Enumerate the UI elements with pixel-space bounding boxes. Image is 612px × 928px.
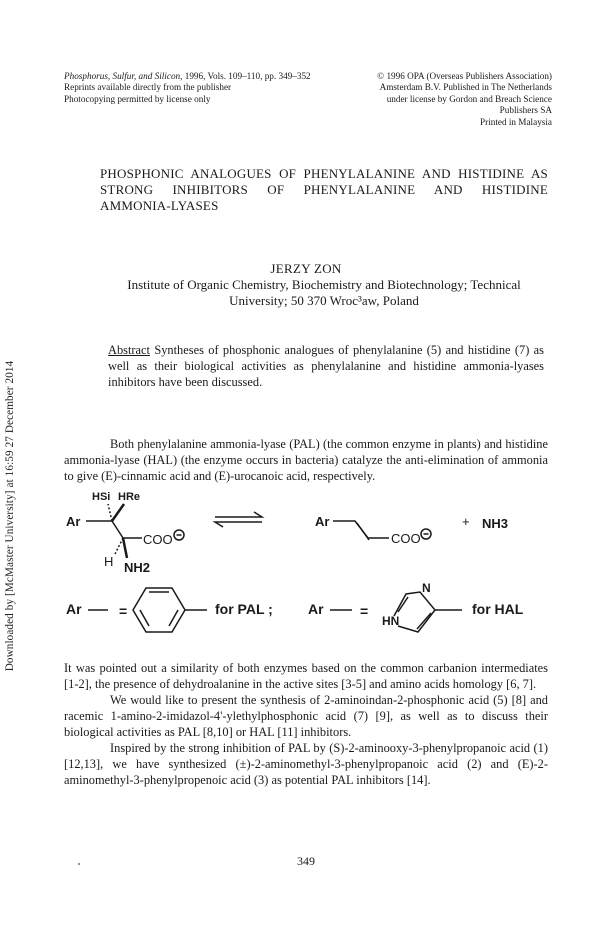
product-carboxylate-label: COO: [391, 531, 421, 546]
journal-name: Phosphorus, Sulfur, and Silicon,: [64, 71, 183, 81]
header-citation-line1: [64, 71, 311, 82]
affiliation-line-2: University; 50 370 Wroc³aw, Poland: [229, 293, 419, 308]
aryl-def-label: Ar: [66, 601, 82, 617]
for-hal-label: for HAL: [472, 601, 524, 617]
chain-bond: [112, 521, 123, 538]
paragraph-intro: Both phenylalanine ammonia-lyase (PAL) (the common enzyme in plants) and histidine ammonia-lyase (HAL) (the enzyme occurs in bacteria) catalyze the anti-elimination of ammonia to give (E)-cinnamic acid and (E)-urocanoic acid, respectively.: [64, 437, 548, 483]
header-citation: [64, 71, 311, 105]
equilibrium-arrow-forward: [215, 512, 262, 517]
abstract-text: Syntheses of phosphonic analogues of phenylalanine (5) and histidine (7) as well as their biological activities as phenylalanine and histidine ammonia-lyases inhibitors have been discussed.: [108, 343, 544, 389]
journal-issue: 1996, Vols. 109–110, pp. 349–352: [182, 71, 311, 81]
imidazole-ring: [394, 592, 435, 632]
paragraph-inhibitors: Inspired by the strong inhibition of PAL by (S)-2-aminooxy-3-phenylpropanoic acid (1) [12,13], we have synthesized (±)-2-aminomethyl-3-phenylpropanoic acid (2) and (E)-2-aminomethyl-3-phenylpropenoic acid (3) as potential PAL inhibitors [14].: [64, 741, 548, 787]
license-line: under license by Gordon and Breach Science: [386, 93, 552, 104]
paragraph-synthesis: We would like to present the synthesis of 2-aminoindan-2-phosphonic acid (5) [8] and racemic 1-amino-2-imidazol-4'-ylethylphosphonic acid (7) [9], as well as to discuss their biological activities as PAL [8,10] or HAL [11] inhibitors.: [64, 693, 548, 739]
carboxylate-label: COO: [143, 532, 173, 547]
title-line-1: PHOSPHONIC ANALOGUES OF PHENYLALANINE AND HISTIDINE AS: [100, 166, 548, 181]
plus-sign: +: [462, 514, 470, 529]
hydrogen-label: H: [104, 554, 114, 569]
header-copyright: [377, 71, 552, 128]
download-note: Downloaded by [McMaster University] at 16:59 27 December 2014: [4, 360, 16, 672]
equals-sign-1: =: [119, 603, 128, 619]
printed-line: Printed in Malaysia: [480, 116, 552, 127]
cinnamate-double-bond: [357, 523, 369, 540]
hsi-bond: [108, 504, 112, 521]
ammonia-label: NH3: [482, 516, 509, 531]
product-aryl-label: Ar: [315, 514, 330, 529]
imidazole-n-label: N: [422, 581, 431, 595]
aryl-label: Ar: [66, 514, 81, 529]
publisher-line: Amsterdam B.V. Published in The Netherlands: [379, 82, 552, 93]
imidazole-double-bond-2: [417, 613, 431, 629]
header-reprints: Reprints available directly from the publisher: [64, 82, 232, 93]
for-pal-label: for PAL ;: [215, 601, 273, 617]
hydrogen-bond: [115, 538, 123, 554]
paper-title: [100, 166, 548, 214]
aryl-def-label-2: Ar: [308, 601, 324, 617]
paragraph-similarity: It was pointed out a similarity of both enzymes based on the common carbanion intermediates [1-2], the presence of dehydroalanine in the active sites [3-5] and amino acids homology [6, 7].: [64, 661, 548, 691]
body-text: [64, 660, 548, 788]
header-photocopying: Photocopying permitted by license only: [64, 93, 211, 104]
title-line-3: AMMONIA-LYASES: [100, 198, 219, 213]
reaction-scheme: [0, 486, 612, 646]
publisher-sa-line: Publishers SA: [499, 105, 552, 116]
copyright-line: © 1996 OPA (Overseas Publishers Association): [377, 71, 552, 81]
imidazole-hn-label: HN: [382, 614, 400, 628]
h-re-label: HRe: [118, 491, 141, 503]
affiliation: [100, 277, 548, 309]
amino-bond: [123, 538, 127, 558]
equals-sign-2: =: [360, 603, 369, 619]
title-line-2: STRONG INHIBITORS OF PHENYLALANINE AND HISTIDINE: [100, 182, 548, 197]
abstract: [108, 342, 544, 390]
amino-label: NH2: [124, 560, 151, 575]
affiliation-line-1: Institute of Organic Chemistry, Biochemistry and Biotechnology; Technical: [127, 277, 521, 292]
equilibrium-arrow-back: [215, 522, 262, 527]
h-si-label: HSi: [92, 491, 111, 503]
page-number: 349: [297, 854, 315, 868]
author-name: JERZY ZON: [270, 261, 342, 276]
abstract-label: Abstract: [108, 343, 150, 357]
hre-bond: [112, 504, 124, 521]
